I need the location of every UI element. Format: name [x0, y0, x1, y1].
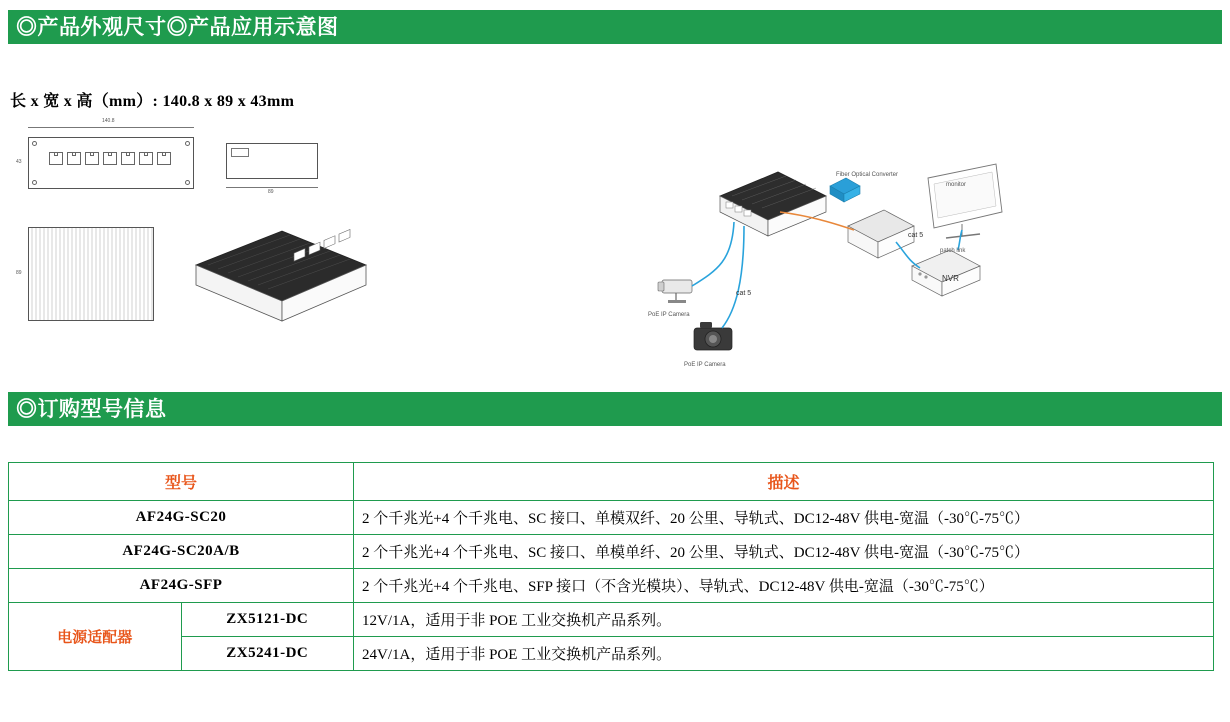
- header-description: 描述: [354, 463, 1214, 501]
- side-view-panel: [226, 143, 318, 179]
- table-row: [9, 501, 1214, 535]
- rj45-port-icon: [85, 152, 99, 165]
- dim-label-side-width: 89: [268, 189, 274, 195]
- screw-icon: [32, 180, 37, 185]
- screw-icon: [185, 141, 190, 146]
- cell-model: ZX5121-DC: [181, 603, 354, 637]
- cell-description: 2 个千兆光+4 个千兆电、SC 接口、单模单纤、20 公里、导轨式、DC12-48V 供电-宽温（-30℃-75℃）: [354, 535, 1214, 569]
- cell-adapter-group: 电源适配器: [9, 603, 182, 671]
- table-row: [9, 569, 1214, 603]
- dim-label-width: 140.8: [102, 118, 115, 124]
- dim-line-top: [28, 127, 194, 128]
- label-monitor: monitor: [946, 182, 967, 188]
- label-poe-camera-1: PoE IP Camera: [648, 312, 690, 318]
- topology-svg: [640, 150, 1060, 390]
- screw-icon: [32, 141, 37, 146]
- label-fiber-converter: Fiber Optical Converter: [836, 172, 899, 178]
- table-row: [9, 637, 1214, 671]
- rj45-port-icon: [67, 152, 81, 165]
- table-row: [9, 535, 1214, 569]
- order-info-table: [8, 462, 1214, 671]
- dimension-section-banner: ◎产品外观尺寸◎产品应用示意图: [8, 10, 1222, 44]
- header-model: 型号: [9, 463, 354, 501]
- cell-description: 12V/1A，适用于非 POE 工业交换机产品系列。: [354, 603, 1214, 637]
- label-cat5-right: cat 5: [908, 232, 924, 239]
- dim-line-side: [226, 187, 318, 188]
- application-topology-diagram: [640, 150, 1060, 390]
- cell-model: AF24G-SC20: [9, 501, 354, 535]
- cell-model: AF24G-SC20A/B: [9, 535, 354, 569]
- label-cat5-left: cat 5: [736, 290, 752, 297]
- table-row: [9, 603, 1214, 637]
- dim-label-height: 43: [16, 159, 22, 165]
- bottom-view-panel: [28, 227, 154, 321]
- rj45-port-icon: [121, 152, 135, 165]
- label-patch-link: patch link: [940, 248, 966, 254]
- table-header-row: [9, 463, 1214, 501]
- dim-label-bottom-height: 89: [16, 270, 22, 276]
- label-nvr: NVR: [942, 274, 959, 283]
- cell-model: AF24G-SFP: [9, 569, 354, 603]
- front-view-panel: [28, 137, 194, 189]
- cell-description: 2 个千兆光+4 个千兆电、SC 接口、单模双纤、20 公里、导轨式、DC12-48V 供电-宽温（-30℃-75℃）: [354, 501, 1214, 535]
- rj45-port-icon: [157, 152, 171, 165]
- cell-description: 2 个千兆光+4 个千兆电、SFP 接口（不含光模块）、导轨式、DC12-48V 供电-宽温（-30℃-75℃）: [354, 569, 1214, 603]
- label-poe-camera-2: PoE IP Camera: [684, 362, 726, 368]
- screw-icon: [185, 180, 190, 185]
- dimension-text: 长 x 宽 x 高（mm）: 140.8 x 89 x 43mm: [10, 93, 295, 110]
- cell-description: 24V/1A，适用于非 POE 工业交换机产品系列。: [354, 637, 1214, 671]
- isometric-view: [186, 223, 372, 335]
- product-dimension-drawing: [14, 115, 374, 355]
- cell-model: ZX5241-DC: [181, 637, 354, 671]
- rj45-port-icon: [139, 152, 153, 165]
- rj45-port-icon: [103, 152, 117, 165]
- order-section-banner: ◎订购型号信息: [8, 392, 1222, 426]
- side-view-detail: [231, 148, 249, 157]
- rj45-port-icon: [49, 152, 63, 165]
